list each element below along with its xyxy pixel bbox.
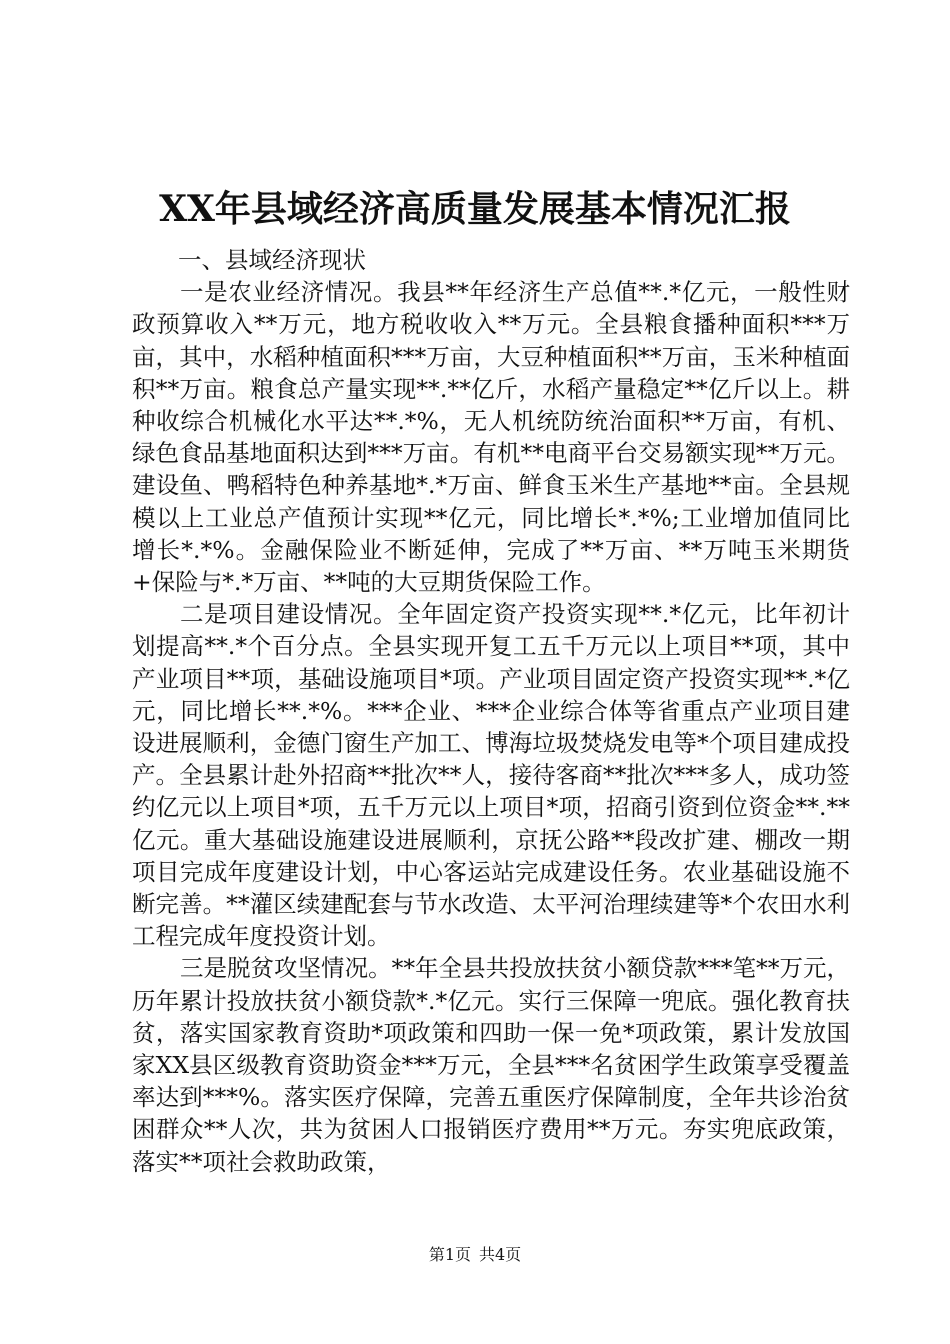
page-footer — [0, 1244, 950, 1266]
page-total: 共4页 — [479, 1245, 522, 1264]
paragraph-projects: 二是项目建设情况。全年固定资产投资实现**.*亿元，比年初计划提高**.*个百分点。全县实现开复工五千万元以上项目**项，其中产业项目**项，基础设施项目*项。产业项目固定资产投资实现**.*亿元，同比增长**.*%。***企业、***企业综合体等省重点产业项目建设进展顺利，金德门窗生产加工、博海垃圾焚烧发电等*个项目建成投产。全县累计赴外招商**批次**人，接待客商**批次***多人，成功签约亿元以上项目*项，五千万元以上项目*项，招商引资到位资金**.**亿元。重大基础设施建设进展顺利，京抚公路**段改扩建、棚改一期项目完成年度建设计划，中心客运站完成建设任务。农业基础设施不断完善。**灌区续建配套与节水改造、太平河治理续建等*个农田水利工程完成年度投资计划。 — [132, 600, 850, 951]
paragraph-poverty-alleviation: 三是脱贫攻坚情况。**年全县共投放扶贫小额贷款***笔**万元，历年累计投放扶贫小额贷款*.*亿元。实行三保障一兜底。强化教育扶贫，落实国家教育资助*项政策和四助一保一免*项政策，累计发放国家XX县区级教育资助资金***万元，全县***名贫困学生政策享受覆盖率达到***%。落实医疗保障，完善五重医疗保障制度，全年共诊治贫困群众**人次，共为贫困人口报销医疗费用**万元。夯实兜底政策，落实**项社会救助政策， — [132, 954, 850, 1176]
document-body — [132, 244, 850, 1178]
document-title: XX年县域经济高质量发展基本情况汇报 — [159, 188, 791, 230]
section-heading: 一、县域经济现状 — [178, 246, 366, 274]
page-number: 第1页 — [428, 1245, 471, 1264]
paragraph-agriculture: 一是农业经济情况。我县**年经济生产总值**.*亿元，一般性财政预算收入**万元，地方税收收入**万元。全县粮食播种面积***万亩，其中，水稻种植面积***万亩，大豆种植面积**万亩，玉米种植面积**万亩。粮食总产量实现**.**亿斤，水稻产量稳定**亿斤以上。耕种收综合机械化水平达**.*%，无人机统防统治面积**万亩，有机、绿色食品基地面积达到***万亩。有机**电商平台交易额实现**万元。建设鱼、鸭稻特色种养基地*.*万亩、鲜食玉米生产基地**亩。全县规模以上工业总产值预计实现**亿元，同比增长*.*%;工业增加值同比增长*.*%。金融保险业不断延伸，完成了**万亩、**万吨玉米期货+保险与*.*万亩、**吨的大豆期货保险工作。 — [132, 278, 850, 597]
